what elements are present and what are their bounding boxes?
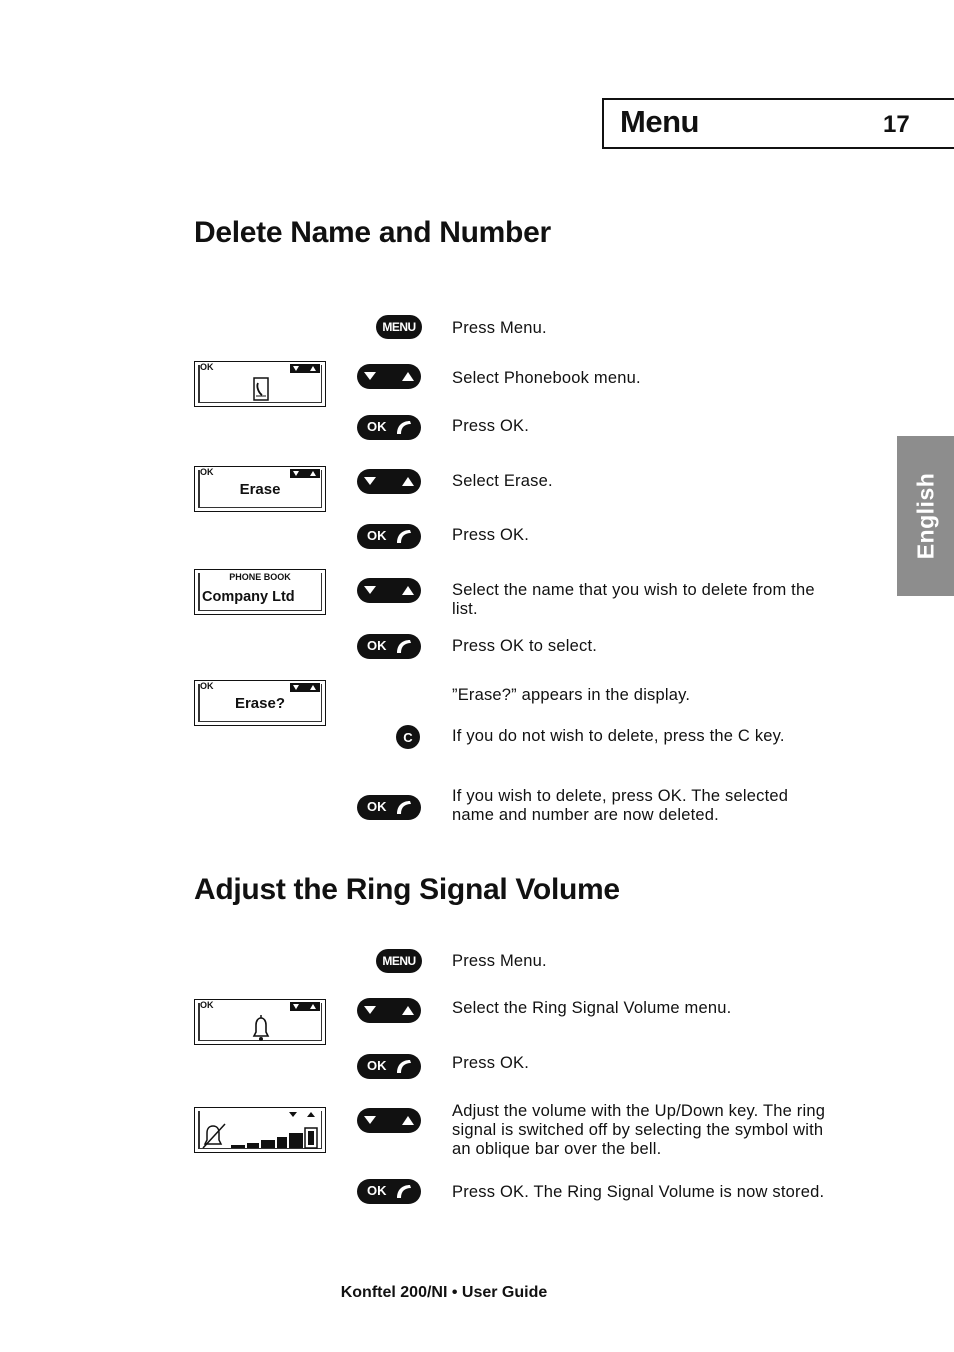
step-text: Press Menu. xyxy=(452,952,547,970)
lcd-phonebook-menu xyxy=(194,361,326,407)
up-down-key xyxy=(357,1108,421,1133)
step-text: Press OK. The Ring Signal Volume is now stored. xyxy=(452,1183,825,1201)
menu-key: MENU xyxy=(376,315,422,339)
handset-icon xyxy=(357,415,421,440)
lcd-header-text: PHONE BOOK xyxy=(229,572,291,582)
step-text: Press OK to select. xyxy=(452,637,598,655)
footer: Konftel 200/NI • User Guide xyxy=(340,1284,548,1301)
ok-key: OK xyxy=(357,524,421,549)
page-title: Menu xyxy=(620,104,699,139)
lcd-phonebook-entry xyxy=(194,569,326,615)
bell-icon xyxy=(250,1014,272,1042)
handset-icon xyxy=(357,1054,421,1079)
up-down-key xyxy=(357,364,421,389)
step-text: If you wish to delete, press OK. The selected name and number are now deleted. xyxy=(452,787,789,824)
handset-icon xyxy=(357,795,421,820)
lcd-entry-text: Company Ltd xyxy=(202,589,295,605)
up-down-key xyxy=(357,998,421,1023)
step-text: Select Erase. xyxy=(452,472,553,490)
lcd-ok-indicator: OK xyxy=(200,467,214,477)
step-text: Press OK. xyxy=(452,1054,529,1072)
lcd-up-down-icon xyxy=(290,469,320,478)
page-number: 17 xyxy=(883,111,910,138)
step-text: Select the name that you wish to delete from the list. xyxy=(452,581,815,618)
ok-key: OK xyxy=(357,634,421,659)
lcd-volume-level xyxy=(194,1107,326,1153)
up-down-key xyxy=(357,578,421,603)
lcd-up-down-icon xyxy=(290,1002,320,1011)
step-text: Select the Ring Signal Volume menu. xyxy=(452,999,732,1017)
step-text: ”Erase?” appears in the display. xyxy=(452,686,691,704)
step-text: Press OK. xyxy=(452,417,529,435)
step-text: Press Menu. xyxy=(452,319,547,337)
phonebook-icon xyxy=(252,376,270,402)
language-tab xyxy=(897,436,954,596)
lcd-text: Erase xyxy=(239,481,281,498)
volume-bars xyxy=(231,1126,321,1150)
lcd-erase xyxy=(194,466,326,512)
lcd-text: Erase? xyxy=(234,695,286,712)
step-text: If you do not wish to delete, press the C key. xyxy=(452,727,785,745)
section-title-ring-volume: Adjust the Ring Signal Volume xyxy=(194,873,620,906)
ok-key: OK xyxy=(357,795,421,820)
menu-key: MENU xyxy=(376,949,422,973)
lcd-ring-menu xyxy=(194,999,326,1045)
step-text: Select Phonebook menu. xyxy=(452,369,641,387)
lcd-up-down-icon xyxy=(290,683,320,692)
up-down-key xyxy=(357,469,421,494)
lcd-up-down-icon xyxy=(289,1111,319,1119)
handset-icon xyxy=(357,1179,421,1204)
lcd-ok-indicator: OK xyxy=(200,681,214,691)
lcd-ok-indicator: OK xyxy=(200,362,214,372)
step-text: Adjust the volume with the Up/Down key. The ring signal is switched off by selecting the symbol with an oblique bar over the bell. xyxy=(452,1102,826,1158)
ok-key: OK xyxy=(357,415,421,440)
handset-icon xyxy=(357,634,421,659)
lcd-up-down-icon xyxy=(290,364,320,373)
section-title-delete: Delete Name and Number xyxy=(194,216,551,249)
c-key: C xyxy=(396,725,420,749)
lcd-ok-indicator: OK xyxy=(200,1000,214,1010)
ok-key: OK xyxy=(357,1054,421,1079)
handset-icon xyxy=(357,524,421,549)
step-text: Press OK. xyxy=(452,526,529,544)
bell-off-icon xyxy=(201,1122,227,1150)
ok-key: OK xyxy=(357,1179,421,1204)
language-tab-label: English xyxy=(912,472,938,560)
lcd-erase-confirm xyxy=(194,680,326,726)
